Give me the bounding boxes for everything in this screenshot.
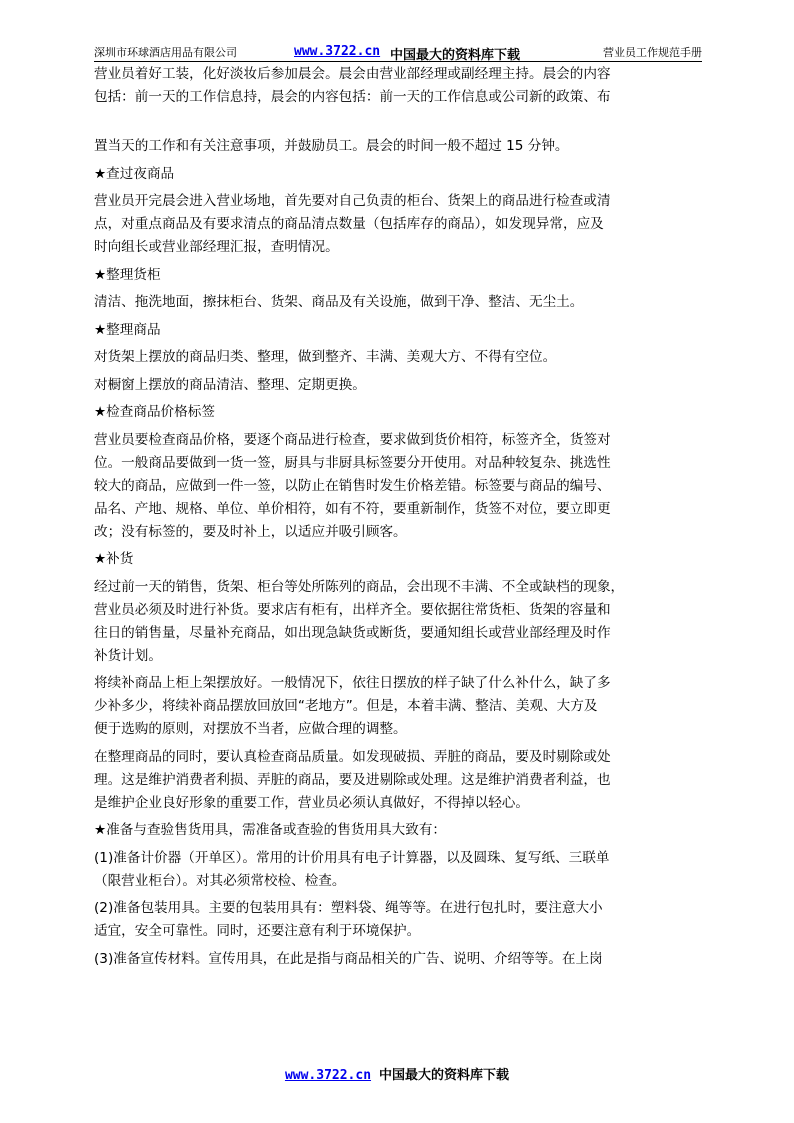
paragraph-line: 改；没有标签的，要及时补上，以适应并吸引顾客。	[94, 523, 407, 540]
header-divider	[94, 61, 702, 62]
section-title-goods: ★整理商品	[94, 321, 161, 338]
header-link[interactable]: www.3722.cn	[294, 44, 381, 59]
section-title-price-tags: ★检查商品价格标签	[94, 404, 215, 420]
paragraph-line: 营业员开完晨会进入营业场地，首先要对自己负责的柜台、货架上的商品进行检查或清	[94, 193, 611, 209]
header-slogan: 中国最大的资料库下载	[390, 48, 521, 63]
list-item-line: (3)准备宣传材料。宣传用具，在此是指与商品相关的广告、说明、介绍等等。在上岗	[94, 950, 603, 967]
paragraph-line: 对货架上摆放的商品归类、整理，做到整齐、丰满、美观大方、不得有空位。	[94, 349, 557, 365]
paragraph-line: 点，对重点商品及有要求清点的商品清点数量（包括库存的商品），如发现异常，应及	[94, 216, 604, 232]
paragraph-line: 置当天的工作和有关注意事项，并鼓励员工。晨会的时间一般不超过 15 分钟。	[94, 138, 569, 154]
section-title-sales-tools: ★准备与查验售货用具，需准备或查验的售货用具大致有：	[94, 822, 447, 838]
document-body	[94, 63, 704, 971]
list-item-line: (2)准备包装用具。主要的包装用具有：塑料袋、绳等等。在进行包扎时，要注意大小	[94, 900, 603, 916]
paragraph-line: 在整理商品的同时，要认真检查商品质量。如发现破损、弄脏的商品，要及时剔除或处	[94, 748, 611, 765]
paragraph-line: 品名、产地、规格、单位、单价相符，如有不符，要重新制作，货签不对位，要立即更	[94, 500, 611, 517]
paragraph-line: 营业员要检查商品价格，要逐个商品进行检查，要求做到货价相符，标签齐全，货签对	[94, 431, 611, 448]
header-company: 深圳市环球酒店用品有限公司	[94, 46, 237, 59]
paragraph-line: 补货计划。	[94, 647, 162, 664]
paragraph-line: 较大的商品，应做到一件一签，以防止在销售时发生价格差错。标签要与商品的编号、	[94, 477, 611, 494]
section-title-restock: ★补货	[94, 551, 134, 567]
list-item-line: （限营业柜台）。对其必须常校检、检查。	[94, 872, 346, 889]
section-title-counters: ★整理货柜	[94, 266, 161, 283]
paragraph-line: 营业员着好工装，化好淡妆后参加晨会。晨会由营业部经理或副经理主持。晨会的内容	[94, 66, 611, 82]
list-item-line: 适宜，安全可靠性。同时，还要注意有利于环境保护。	[94, 923, 421, 939]
paragraph-line: 营业员必须及时进行补货。要求店有柜有，出样齐全。要依据往常货柜、货架的容量和	[94, 601, 611, 618]
page-footer	[0, 1064, 794, 1083]
header-manual-title: 营业员工作规范手册	[603, 46, 702, 59]
paragraph-line: 少补多少，将续补商品摆放回放回“老地方”。但是，本着丰满、整洁、美观、大方及	[94, 698, 598, 714]
paragraph-line: 将续补商品上柜上架摆放好。一般情况下，依往日摆放的样子缺了什么补什么，缺了多	[94, 675, 611, 691]
section-title-overnight-goods: ★查过夜商品	[94, 165, 175, 182]
paragraph-line: 包括：前一天的工作信息持，晨会的内容包括：前一天的工作信息或公司新的政策、布	[94, 89, 611, 105]
paragraph-line: 便于选购的原则，对摆放不当者，应做合理的调整。	[94, 721, 407, 737]
footer-link[interactable]: www.3722.cn	[284, 1068, 372, 1083]
paragraph-line: 时向组长或营业部经理汇报，查明情况。	[94, 239, 339, 255]
paragraph-line: 经过前一天的销售，货架、柜台等处所陈列的商品，会出现不丰满、不全或缺档的现象，	[94, 578, 625, 595]
paragraph-line: 位。一般商品要做到一货一签，厨具与非厨具标签要分开使用。对品种较复杂、挑选性	[94, 454, 611, 471]
paragraph-line: 理。这是维护消费者利损、弄脏的商品，要及进剔除或处理。这是维护消费者利益，也	[94, 771, 611, 788]
paragraph-line: 往日的销售量，尽量补充商品，如出现急缺货或断货，要通知组长或营业部经理及时作	[94, 624, 611, 641]
paragraph-line: 对橱窗上摆放的商品清洁、整理、定期更换。	[94, 376, 366, 393]
list-item-line: (1)准备计价器（开单区）。常用的计价用具有电子计算器，以及圆珠、复写纸、三联单	[94, 849, 610, 866]
paragraph-line: 是维护企业良好形象的重要工作，营业员必须认真做好，不得掉以轻心。	[94, 794, 529, 811]
footer-slogan: 中国最大的资料库下载	[379, 1068, 510, 1083]
paragraph-line: 清洁、拖洗地面，擦抹柜台、货架、商品及有关设施，做到干净、整洁、无尘土。	[94, 294, 584, 310]
